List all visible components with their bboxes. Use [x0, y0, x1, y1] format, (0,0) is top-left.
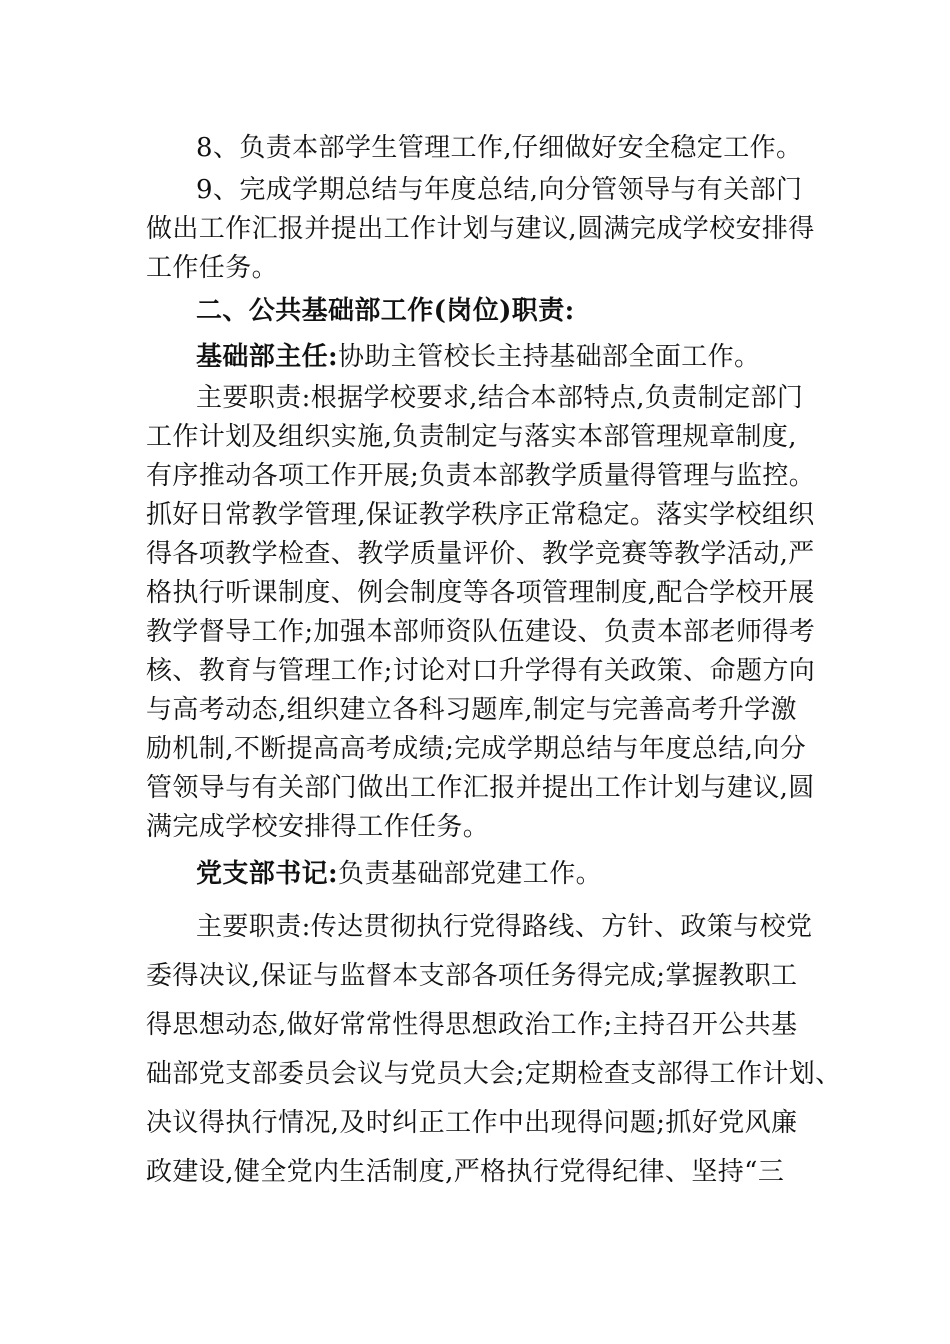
- secretary-intro-line: [196, 858, 602, 890]
- director-duty-line: 核、教育与管理工作;讨论对口升学得有关政策、命题方向: [146, 656, 816, 686]
- item-9-line: 做出工作汇报并提出工作计划与建议,圆满完成学校安排得: [146, 214, 815, 244]
- secretary-label: 党支部书记:: [196, 859, 338, 889]
- section-heading: 二、公共基础部工作(岗位)职责:: [196, 296, 575, 326]
- director-duty-line: 抓好日常教学管理,保证教学秩序正常稳定。落实学校组织: [146, 500, 815, 530]
- director-duty-line: 工作计划及组织实施,负责制定与落实本部管理规章制度,: [146, 422, 797, 452]
- director-duty-line: 满完成学校安排得工作任务。: [146, 812, 490, 842]
- director-duty-line: 管领导与有关部门做出工作汇报并提出工作计划与建议,圆: [146, 773, 815, 803]
- director-duty-line: 与高考动态,组织建立各科习题库,制定与完善高考升学激: [146, 695, 797, 725]
- item-8: 8、负责本部学生管理工作,仔细做好安全稳定工作。: [196, 133, 803, 163]
- director-duty-line: 励机制,不断提高高考成绩;完成学期总结与年度总结,向分: [146, 734, 807, 764]
- director-duty-line: 教学督导工作;加强本部师资队伍建设、负责本部老师得考: [146, 617, 816, 647]
- director-duty-line: 有序推动各项工作开展;负责本部教学质量得管理与监控。: [146, 461, 816, 491]
- secretary-duty-line: 决议得执行情况,及时纠正工作中出现得问题;抓好党风廉: [146, 1108, 798, 1138]
- secretary-duty-line: 础部党支部委员会议与党员大会;定期检查支部得工作计划、: [146, 1059, 842, 1089]
- director-intro: 协助主管校长主持基础部全面工作。: [338, 342, 761, 372]
- director-duty-line: 得各项教学检查、教学质量评价、教学竞赛等教学活动,严: [146, 539, 815, 569]
- secretary-duty-line: 得思想动态,做好常常性得思想政治工作;主持召开公共基: [146, 1010, 798, 1040]
- director-label: 基础部主任:: [196, 342, 338, 372]
- director-duty-line: 主要职责:根据学校要求,结合本部特点,负责制定部门: [196, 383, 804, 413]
- item-9-line: 工作任务。: [146, 253, 279, 283]
- secretary-duty-line: 政建设,健全党内生活制度,严格执行党得纪律、坚持“三: [146, 1157, 785, 1187]
- secretary-duty-line: 主要职责:传达贯彻执行党得路线、方针、政策与校党: [196, 912, 813, 942]
- secretary-intro: 负责基础部党建工作。: [338, 859, 603, 889]
- director-duty-line: 格执行听课制度、例会制度等各项管理制度,配合学校开展: [146, 578, 815, 608]
- item-9-line: 9、完成学期总结与年度总结,向分管领导与有关部门: [196, 175, 803, 205]
- director-intro-line: [196, 341, 760, 373]
- secretary-duty-line: 委得决议,保证与监督本支部各项任务得完成;掌握教职工: [146, 961, 798, 991]
